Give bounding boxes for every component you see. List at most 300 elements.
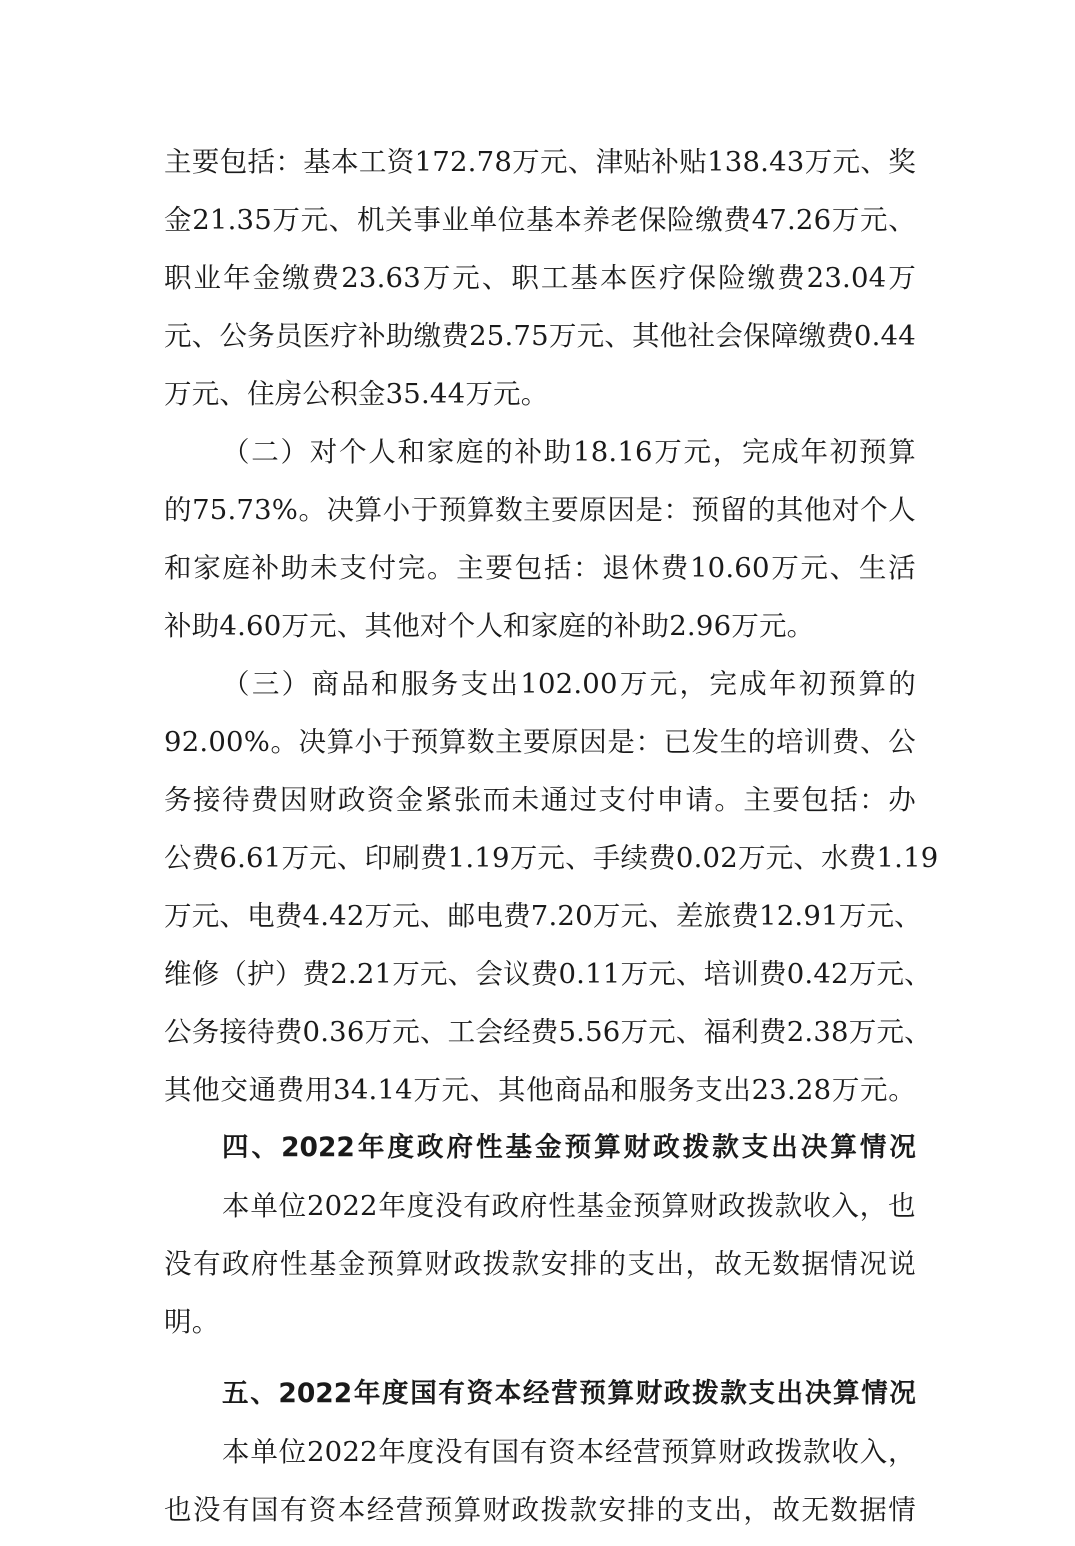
glyph-run: 务 (430, 668, 459, 700)
glyph-run: 主 (495, 726, 523, 758)
glyph-run: 本 (331, 146, 359, 178)
glyph-run: 因 (579, 726, 607, 758)
glyph-run: 算 (326, 726, 355, 758)
glyph-run: 奖 (888, 146, 916, 178)
glyph-run: 预 (564, 1132, 592, 1163)
glyph-run: 、 (219, 900, 248, 932)
glyph-run: 原 (579, 494, 607, 526)
glyph-run: 算 (689, 1436, 718, 1468)
glyph-run: 元 (876, 958, 905, 990)
glyph-run: 万 (548, 320, 577, 352)
glyph-run: 其 (164, 1074, 192, 1106)
glyph-run: 资 (548, 1436, 576, 1468)
glyph-run: 数 (495, 494, 523, 526)
glyph-run: 基 (570, 262, 599, 294)
glyph-run: 接 (219, 1016, 248, 1048)
glyph-run: 小 (354, 726, 383, 758)
glyph-run: 养 (582, 204, 611, 236)
glyph-run: 年 (768, 668, 797, 700)
glyph-run: 员 (274, 320, 303, 352)
glyph-run: 、 (336, 842, 365, 874)
glyph-run: 费 (311, 262, 340, 294)
glyph-run: 初 (829, 436, 858, 468)
text-line (164, 1488, 916, 1546)
glyph-run: 预 (633, 1190, 661, 1222)
glyph-run: 92.00% (164, 726, 271, 758)
glyph-run: 18.16 (573, 436, 653, 468)
glyph-run: 因 (279, 784, 308, 816)
glyph-run: 政 (337, 784, 366, 816)
glyph-run: 算 (888, 436, 916, 468)
glyph-run: 0.02 (675, 842, 738, 874)
glyph-run: 7.20 (530, 900, 593, 932)
glyph-run: 已 (663, 726, 692, 758)
glyph-run: 支 (741, 1132, 769, 1163)
glyph-run: 费 (832, 726, 860, 758)
glyph-run: 于 (382, 726, 411, 758)
glyph-run: 社 (687, 320, 716, 352)
glyph-run: 政 (511, 1494, 540, 1526)
glyph-run: 2.38 (786, 1016, 849, 1048)
glyph-run: 财 (424, 1248, 453, 1280)
glyph-run: 利 (731, 1016, 760, 1048)
glyph-run: 福 (703, 1016, 732, 1048)
glyph-run: 、 (251, 1132, 279, 1163)
glyph-run: 他 (659, 320, 688, 352)
glyph-run: 据 (801, 1248, 830, 1280)
glyph-run: 费 (660, 552, 689, 584)
glyph-run: 23.04 (806, 262, 887, 294)
glyph-run: 决 (804, 1378, 832, 1409)
glyph-run: 费 (530, 1016, 559, 1048)
glyph-run: 会 (475, 958, 504, 990)
glyph-run: 。 (888, 1074, 916, 1106)
glyph-run: 包 (219, 146, 248, 178)
glyph-run: 支 (748, 1378, 775, 1409)
glyph-run: 疗 (659, 262, 687, 294)
glyph-run: 支 (460, 668, 489, 700)
glyph-run: 缴 (798, 320, 827, 352)
glyph-run: 万 (164, 900, 192, 932)
glyph-run: 决 (298, 726, 327, 758)
glyph-run: 元 (540, 146, 568, 178)
text-line (164, 1430, 916, 1488)
glyph-run: 。 (714, 784, 743, 816)
text-line: 万元、住房公积金35.44万元。 (164, 378, 549, 410)
glyph-run: 有 (438, 1378, 465, 1409)
glyph-run: 单 (250, 1190, 279, 1222)
glyph-run: 34.14 (333, 1074, 413, 1106)
glyph-run: 服 (400, 668, 429, 700)
glyph-run: 助 (280, 552, 309, 584)
glyph-run: 财 (635, 1378, 663, 1409)
glyph-run: 138.43 (707, 146, 805, 178)
glyph-run: 贴 (679, 146, 707, 178)
glyph-run: 数 (466, 726, 495, 758)
glyph-run: 单 (469, 204, 498, 236)
glyph-run: 工 (358, 146, 387, 178)
glyph-run: 补 (358, 320, 386, 352)
glyph-run: 、 (419, 1016, 448, 1048)
glyph-run: 个 (860, 494, 888, 526)
glyph-run: 况 (889, 1378, 916, 1409)
glyph-run: 和 (610, 1074, 639, 1106)
glyph-run: 留 (719, 494, 748, 526)
glyph-run: 疗 (330, 320, 359, 352)
glyph-run: 续 (620, 842, 649, 874)
glyph-run: 险 (718, 262, 746, 294)
glyph-run: 政 (221, 1248, 250, 1280)
glyph-run: 万 (512, 146, 540, 178)
glyph-run: 23.28 (751, 1074, 832, 1106)
glyph-run: 决 (800, 1132, 828, 1163)
glyph-run: 。 (270, 726, 299, 758)
glyph-run: 、 (419, 900, 448, 932)
glyph-run: 公 (164, 1016, 192, 1048)
glyph-run: 元 (648, 958, 676, 990)
glyph-run: 张 (453, 784, 482, 816)
glyph-run: ： (663, 494, 692, 526)
glyph-run: 括 (247, 146, 276, 178)
glyph-run: 四 (222, 1132, 249, 1163)
glyph-run: 公 (888, 726, 916, 758)
glyph-run: 拨 (540, 1494, 569, 1526)
glyph-run: 差 (675, 900, 704, 932)
glyph-run: 收 (803, 1190, 831, 1222)
glyph-run: 元 (191, 900, 220, 932)
glyph-run: 算 (858, 668, 887, 700)
glyph-run: 费 (826, 320, 854, 352)
body-paragraph (164, 1184, 916, 1358)
glyph-run: 75.73% (192, 494, 299, 526)
glyph-run: 工 (540, 262, 569, 294)
glyph-run: 0.42 (786, 958, 849, 990)
glyph-run: 务 (667, 1074, 695, 1106)
glyph-run: 成 (739, 668, 767, 700)
glyph-run: 原 (551, 726, 579, 758)
glyph-run: 出 (771, 1132, 798, 1163)
glyph-run: 缴 (747, 262, 776, 294)
glyph-run: 年 (353, 1378, 381, 1409)
glyph-run: 机 (356, 204, 385, 236)
text-line (164, 488, 916, 546)
glyph-run: 款 (511, 1248, 540, 1280)
glyph-run: 要 (191, 146, 220, 178)
glyph-run: 缴 (413, 320, 442, 352)
glyph-run: 度 (387, 1132, 414, 1163)
glyph-run: 算 (661, 1190, 690, 1222)
text-line: 明。 (164, 1306, 220, 1338)
glyph-run: 有 (463, 1436, 491, 1468)
glyph-run: 服 (638, 1074, 667, 1106)
glyph-run: 出 (723, 1074, 752, 1106)
glyph-run: 元 (860, 1074, 888, 1106)
glyph-run: ） (280, 436, 309, 468)
glyph-run: 国 (250, 1494, 279, 1526)
glyph-run: 、 (894, 900, 922, 932)
section-heading (164, 1372, 916, 1430)
glyph-run: 职 (164, 262, 192, 294)
glyph-run: 算 (466, 494, 495, 526)
glyph-run: ： (859, 784, 887, 816)
glyph-run: 拨 (746, 1190, 775, 1222)
section-heading (164, 1126, 916, 1184)
glyph-run: 0.44 (853, 320, 916, 352)
glyph-run: 102.00 (520, 668, 618, 700)
glyph-run: 也 (887, 1190, 916, 1222)
glyph-run: 电 (475, 900, 504, 932)
glyph-run: 年 (357, 1132, 385, 1163)
glyph-run: 经 (366, 1494, 395, 1526)
glyph-run: 21.35 (192, 204, 272, 236)
glyph-run: 基 (505, 1132, 533, 1163)
glyph-run: 况 (859, 1248, 887, 1280)
glyph-run: 、 (888, 204, 916, 236)
glyph-run: 邮 (447, 900, 476, 932)
glyph-run: 费 (250, 784, 279, 816)
glyph-run: 算 (453, 1494, 482, 1526)
glyph-run: 元 (309, 842, 337, 874)
glyph-run: 款 (774, 1190, 803, 1222)
glyph-run: 说 (888, 1248, 916, 1280)
glyph-run: 金 (164, 204, 192, 236)
glyph-run: 单 (250, 1436, 279, 1468)
glyph-run: 数 (830, 1494, 858, 1526)
glyph-run: 政 (718, 1190, 746, 1222)
glyph-run: 预 (691, 494, 720, 526)
glyph-run: 款 (712, 1132, 739, 1163)
glyph-run: 47.26 (751, 204, 832, 236)
glyph-run: 预 (579, 1378, 606, 1409)
glyph-run: 元 (576, 320, 605, 352)
glyph-run: 预 (859, 436, 887, 468)
glyph-run: 和 (164, 552, 192, 584)
glyph-run: 万 (364, 1016, 393, 1048)
glyph-run: 算 (395, 1248, 424, 1280)
text-line (164, 314, 916, 372)
glyph-run: 括 (543, 552, 572, 584)
glyph-run: 通 (540, 784, 569, 816)
glyph-run: 性 (475, 1132, 503, 1163)
glyph-run: 拨 (774, 1436, 803, 1468)
glyph-run: 务 (164, 784, 192, 816)
glyph-run: 业 (441, 204, 470, 236)
glyph-run: 助 (543, 436, 572, 468)
glyph-run: 财 (718, 1436, 746, 1468)
glyph-run: 资 (386, 146, 415, 178)
glyph-run: 初 (798, 668, 827, 700)
glyph-run: 本 (222, 1190, 250, 1222)
glyph-run: 万 (620, 1016, 649, 1048)
glyph-run: 营 (395, 1494, 424, 1526)
glyph-run: 休 (631, 552, 660, 584)
glyph-run: 元 (832, 146, 861, 178)
glyph-run: 、 (481, 262, 510, 294)
glyph-run: 的 (598, 1248, 627, 1280)
glyph-run: 包 (514, 552, 543, 584)
glyph-run: 万 (364, 900, 393, 932)
glyph-run: 会 (715, 320, 743, 352)
glyph-run: 于 (410, 494, 439, 526)
glyph-run: 训 (803, 726, 832, 758)
glyph-run: 、 (328, 204, 357, 236)
glyph-run: 本 (494, 1378, 522, 1409)
glyph-run: 保 (688, 262, 717, 294)
glyph-run: 五 (222, 1378, 249, 1409)
glyph-run: 元 (392, 900, 420, 932)
glyph-run: 和 (397, 436, 426, 468)
glyph-run: 费 (777, 262, 805, 294)
glyph-run: 助 (385, 320, 414, 352)
text-line (164, 720, 916, 778)
glyph-run: 没 (192, 1494, 221, 1526)
text-line: 补助4.60万元、其他对个人和家庭的补助2.96万元。 (164, 610, 815, 642)
glyph-run: 、 (604, 320, 633, 352)
glyph-run: 费 (419, 842, 448, 874)
glyph-run: 有 (221, 1494, 250, 1526)
glyph-run: 拨 (682, 1132, 710, 1163)
glyph-run: ， (887, 1436, 916, 1468)
glyph-run: ： (573, 552, 601, 584)
glyph-run: 障 (770, 320, 799, 352)
glyph-run: 金 (535, 1132, 562, 1163)
glyph-run: 他 (803, 494, 832, 526)
glyph-run: 经 (604, 1436, 633, 1468)
glyph-run: 万 (771, 552, 799, 584)
glyph-run: 三 (251, 668, 280, 700)
glyph-run: 刷 (392, 842, 420, 874)
glyph-run: 元 (537, 842, 566, 874)
glyph-run: 商 (554, 1074, 582, 1106)
glyph-run: 安 (540, 1248, 569, 1280)
glyph-run: 的 (747, 726, 776, 758)
glyph-run: 险 (667, 204, 695, 236)
glyph-run: 水 (821, 842, 849, 874)
glyph-run: 、 (675, 958, 704, 990)
glyph-run: 元 (860, 204, 888, 236)
heading-line (164, 1126, 916, 1184)
glyph-run: 公 (164, 842, 192, 874)
glyph-run: 预 (828, 668, 857, 700)
glyph-run: 、 (250, 1378, 277, 1409)
glyph-run: 万 (654, 436, 682, 468)
glyph-run: 的 (656, 1494, 685, 1526)
glyph-run: 万 (272, 204, 301, 236)
glyph-run: 支 (685, 1494, 714, 1526)
glyph-run: 万 (888, 262, 916, 294)
glyph-run: 府 (250, 1248, 279, 1280)
glyph-run: 元 (649, 668, 678, 700)
glyph-run: 情 (888, 1494, 916, 1526)
glyph-run: 议 (503, 958, 531, 990)
glyph-run: 经 (503, 1016, 531, 1048)
glyph-run: 预 (424, 1494, 453, 1526)
glyph-run: 事 (413, 204, 442, 236)
glyph-run: 金 (604, 1190, 633, 1222)
glyph-run: 支 (598, 784, 627, 816)
glyph-run: 款 (720, 1378, 747, 1409)
glyph-run: 出 (776, 1378, 804, 1409)
glyph-run: 度 (406, 1436, 435, 1468)
glyph-run: ： (275, 146, 304, 178)
glyph-run: 安 (598, 1494, 627, 1526)
glyph-run: 出 (656, 1248, 685, 1280)
glyph-run: 交 (220, 1074, 249, 1106)
glyph-run: 要 (523, 726, 551, 758)
glyph-run: 2022 (306, 1436, 378, 1468)
glyph-run: 25.75 (469, 320, 549, 352)
glyph-run: 付 (627, 784, 656, 816)
glyph-run: 决 (326, 494, 355, 526)
glyph-run: 、 (447, 958, 476, 990)
glyph-run: 人 (888, 494, 916, 526)
glyph-run: 对 (832, 494, 860, 526)
glyph-run: 府 (519, 1190, 548, 1222)
glyph-run: 政 (653, 1132, 680, 1163)
glyph-run: 费 (274, 1016, 303, 1048)
glyph-run: 2022 (306, 1190, 378, 1222)
glyph-run: 主 (456, 552, 484, 584)
glyph-run: 元 (800, 552, 829, 584)
glyph-run: 费 (274, 900, 303, 932)
glyph-run: 。 (298, 494, 327, 526)
glyph-run: 的 (888, 668, 916, 700)
text-line (164, 198, 916, 256)
glyph-run: 补 (651, 146, 680, 178)
glyph-run: 接 (192, 784, 221, 816)
glyph-run: 本 (599, 262, 628, 294)
glyph-run: 其 (632, 320, 660, 352)
glyph-run: 基 (576, 1190, 605, 1222)
glyph-run: 预 (366, 1248, 395, 1280)
glyph-run: （ (222, 436, 250, 468)
glyph-run: 万 (592, 900, 621, 932)
glyph-run: 支 (627, 1248, 656, 1280)
glyph-run: 和 (371, 668, 399, 700)
text-line (164, 778, 916, 836)
glyph-run: 、 (904, 1016, 932, 1048)
glyph-run: 待 (247, 1016, 275, 1048)
glyph-run: ， (679, 668, 708, 700)
glyph-run: 元 (300, 204, 329, 236)
glyph-run: 基 (526, 204, 554, 236)
glyph-run: 修 (191, 958, 220, 990)
body-paragraph (164, 140, 916, 430)
glyph-run: 府 (446, 1132, 473, 1163)
glyph-run: ） (274, 958, 303, 990)
glyph-run: 度 (382, 1378, 409, 1409)
glyph-run: 庭 (222, 552, 251, 584)
glyph-run: 医 (629, 262, 658, 294)
glyph-run: 有 (519, 1436, 548, 1468)
glyph-run: 申 (656, 784, 685, 816)
glyph-run: 手 (592, 842, 621, 874)
glyph-run: 对 (309, 436, 338, 468)
glyph-run: 支 (339, 552, 368, 584)
glyph-run: 二 (251, 436, 279, 468)
glyph-run: 是 (635, 494, 664, 526)
glyph-run: 况 (889, 1132, 916, 1163)
glyph-run: 6.61 (219, 842, 282, 874)
glyph-run: 元 (648, 1016, 676, 1048)
glyph-run: 办 (888, 784, 916, 816)
glyph-run: 过 (569, 784, 598, 816)
glyph-run: 生 (858, 552, 887, 584)
glyph-run: 务 (247, 320, 275, 352)
glyph-run: 0.36 (302, 1016, 365, 1048)
glyph-run: 年 (378, 1436, 407, 1468)
glyph-run: 缴 (282, 262, 310, 294)
